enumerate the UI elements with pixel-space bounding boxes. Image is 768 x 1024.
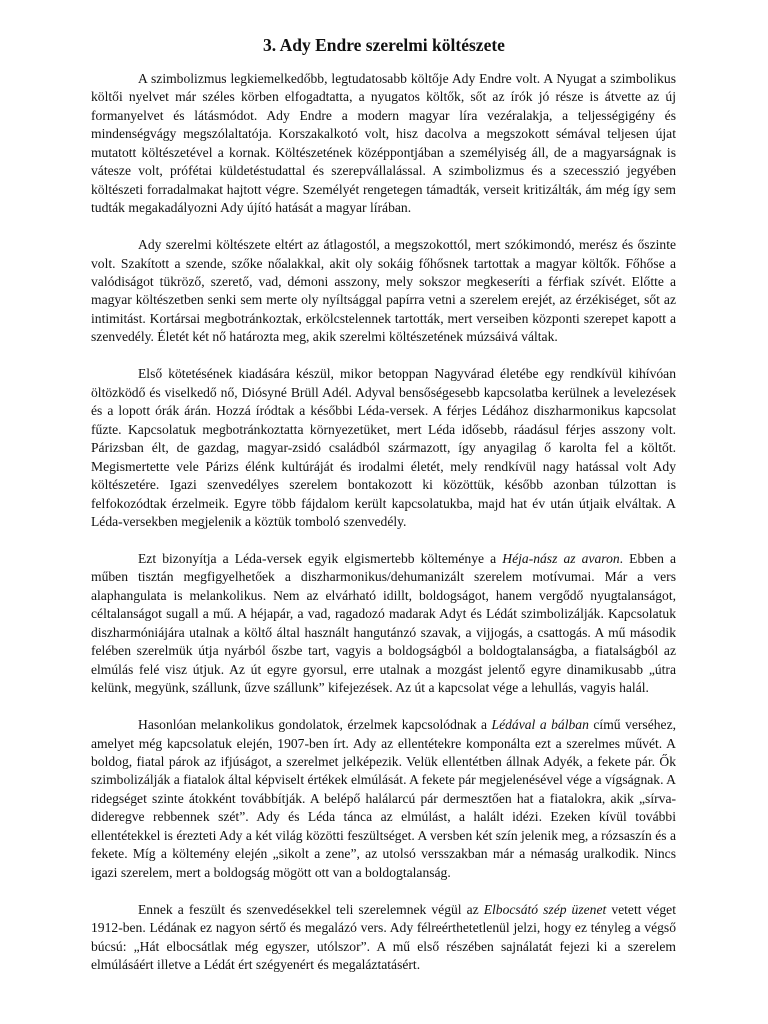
page-title: 3. Ady Endre szerelmi költészete [263,35,505,55]
paragraph-2 [91,236,676,347]
paragraph-text: A szimbolizmus legkiemelkedőbb, legtudatosabb költője Ady Endre volt. A Nyugat a szimbolikus költői nyelvet már széles körben elfogadtatta, a nyugatos költők, sőt az írók jó része is átvette az új formanyelvet és látásmódot. Ady Endre a modern magyar líra vezéralakja, a teljességigény és mindenségvágy megszólaltatója. Korszakalkotó volt, hisz dacolva a megszokott sémával teljesen újat mutatott költészetével a kornak. Költészetének középpontjában a személyiség áll, de a magyarságnak is vátesze volt, prófétai küldetéstudattal és szerepvállalással. A szimbolizmus és a szecesszió jegyében költészeti forradalmakat hajtott végre. Személyét rengetegen támadták, verseit kritizálták, ám még így sem tudták megakadályozni Ady újító hatását a magyar lírában. [91,71,676,216]
document-body [91,70,676,993]
paragraph-text: Hasonlóan melankolikus gondolatok, érzelmek kapcsolódnak a [138,717,492,733]
paragraph-text: Ennek a feszült és szenvedésekkel teli szerelemnek végül az [138,901,484,917]
poem-title: Lédával a bálban [491,717,589,733]
paragraph-text: Ady szerelmi költészete eltért az átlagostól, a megszokottól, mert szókimondó, merész és őszinte volt. Szakított a szende, szőke nőalakkal, akit oly sokáig főhősnek tartottak a magyar költők. Főhőse a valódiságot tükröző, szerető, vad, démoni asszony, mely sokszor megkeseríti a férfiak szívét. Előtte a magyar költészetben senki sem merte oly nyíltsággal papírra vetni a szerelem erejét, az érzékiséget, sőt az intimitást. Kortársai megbotránkoztak, erkölcstelennek tartották, mert verseiben központi szerepet kapott a szenvedély. Életét két nő határozta meg, akik szerelmi költészetének múzsáivá váltak. [91,237,676,345]
paragraph-5 [91,716,676,882]
paragraph-1 [91,70,676,218]
poem-title: Elbocsátó szép üzenet [483,901,607,917]
paragraph-3 [91,365,676,531]
paragraph-4 [91,550,676,698]
paragraph-6 [91,901,676,975]
poem-title: Héja-nász az avaron [502,550,620,566]
paragraph-text: vetett véget 1912-ben. Lédának ez nagyon sértő és megalázó vers. Ady félreérthetetlenül jelzi, hogy ez tényleg a végső búcsú: „Hát elbocsátlak még egyszer, utólszor”. A mű első részében sajnálatát fejezi ki a szerelem elmúlásáért illetve a Lédát ért szégyenért és megaláztatásért. [91,901,676,972]
paragraph-text: . Ebben a műben tisztán megfigyelhetőek a diszharmonikus/dehumanizált szerelem motívumai. Már a vers alaphangulata is melankolikus. Nem az elvárható idillt, boldogságot, hanem vergődő nyugtalanságot, céltalanságot sugall a mű. A héjapár, a vad, ragadozó madarak Adyt és Lédát szimbolizálják. Kapcsolatuk diszharmóniájára utalnak a költő által használt hangutánzó szavak, a vijjogás, a csattogás. A mű második felében szerelmük útja nyárból őszbe tart, vagyis a boldogságból a boldogtalanságba, a fiatalságból az elmúlás felé visz útjuk. Az út egyre gyorsul, erre utalnak a mozgást jelentő egyre dinamikusabb „útra kelünk, megyünk, szállunk, űzve szállunk” kifejezések. Az út a kapcsolat vége a lehullás, vagyis halál. [91,550,677,696]
paragraph-text: című verséhez, amelyet még kapcsolatuk elején, 1907-ben írt. Ady az ellentétekre komponálta ezt a szerelmes művét. A boldog, fiatal párok az ifjúságot, a szerelmet jelképezik. Velük ellentétben állnak Adyék, a fekete pár. Ők szimbolizálják a fiatalok által képviselt értékek elmúlását. A fekete pár megjelenésével vége a vígságnak. A ridegséget szinte átokként továbbítják. A belépő halálarcú pár dermesztően hat a fiatalokra, akik „sírva-dideregve rebbennek szét”. Ady és Léda tánca az elmúlást, a halált idézi. Ezeken kívül további ellentétekkel is érezteti Ady a két világ közötti feszültséget. A versben két szín jelenik meg, a rózsaszín és a fekete. Míg a költemény elején „sikolt a zene”, az utolsó versszakban már a némaság uralkodik. Nincs igazi szerelem, mert a boldogság mögött ott van a boldogtalanság. [91,717,677,880]
paragraph-text: Első kötetésének kiadására készül, mikor betoppan Nagyvárad életébe egy rendkívül kihívóan öltözködő és viselkedő nő, Diósyné Brüll Adél. Adyval bensőségesebb kapcsolatba kerülnek a levelezések és a lopott órák árán. Hozzá íródtak a későbbi Léda-versek. A férjes Lédához diszharmonikus kapcsolat fűzte. Kapcsolatuk megbotránkoztatta környezetüket, mert Léda idősebb, ráadásul férjes asszony volt. Párizsban élt, de gazdag, magyar-zsidó családból származott, így anyagilag ő karolta fel a költőt. Megismertette vele Párizs élénk kultúráját és irodalmi életét, mely rendkívül nagy hatással volt Ady költészetére. Igazi szenvedélyes szerelem bontakozott ki közöttük, később azonban túlzottan is felfokozódtak érzelmeik. Egyre több fájdalom került kapcsolatukba, majd hat év után útjaik elváltak. A Léda-versekben megjelenik a köztük tomboló szenvedély. [91,366,676,529]
paragraph-text: Ezt bizonyítja a Léda-versek egyik elgismertebb költeménye a [138,550,503,566]
